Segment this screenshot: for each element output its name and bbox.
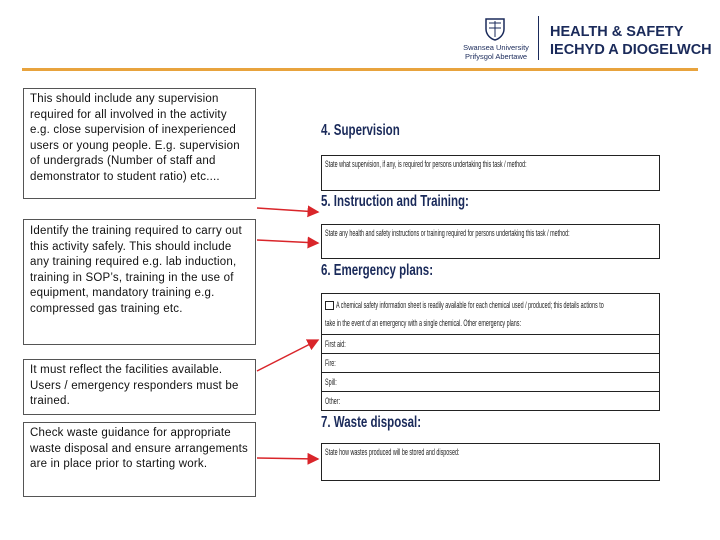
- row-label: Fire:: [325, 358, 336, 368]
- supervision-field[interactable]: [321, 155, 660, 191]
- university-name-en: Swansea University: [463, 43, 529, 52]
- arrow-emergency: [257, 340, 318, 371]
- other-field[interactable]: [322, 391, 659, 410]
- section-6-title: 6. Emergency plans:: [321, 262, 434, 279]
- note-training: Identify the training required to carry out this activity safely. This should include any training required e.g. lab induction, training in SOP’s, training in the use of equipment, mandatory training e.g. compressed gas training etc.: [23, 219, 256, 345]
- emergency-table: [321, 293, 660, 411]
- training-prompt: State any health and safety instructions or training required for persons undertaking this task / method:: [325, 228, 570, 238]
- note-emergency: It must reflect the facilities available. Users / emergency responders must be trained.: [23, 359, 256, 415]
- emergency-line-1: A chemical safety information sheet is readily available for each chemical used / produced; this details actions to: [336, 300, 604, 310]
- emergency-line-2: take in the event of an emergency with a single chemical. Other emergency plans:: [325, 318, 522, 328]
- note-supervision: This should include any supervision required for all involved in the activity e.g. close supervision of inexperienced users or young people. E.g. supervision of undergrads (Number of staff and demonstrator to student ratio) etc....: [23, 88, 256, 199]
- row-label: First aid:: [325, 339, 346, 349]
- arrow-supervision: [257, 208, 318, 212]
- section-5-title: 5. Instruction and Training:: [321, 193, 469, 210]
- training-field[interactable]: [321, 224, 660, 259]
- university-name-cy: Prifysgol Abertawe: [464, 52, 528, 61]
- waste-field[interactable]: [321, 443, 660, 481]
- fire-field[interactable]: [322, 353, 659, 372]
- row-label: Spill:: [325, 377, 337, 387]
- title-en: HEALTH & SAFETY: [550, 24, 684, 40]
- arrow-waste: [257, 458, 318, 459]
- arrow-training: [257, 240, 318, 243]
- chemical-sheet-checkbox[interactable]: [325, 301, 334, 310]
- row-label: Other:: [325, 396, 341, 406]
- section-4-title: 4. Supervision: [321, 122, 400, 139]
- note-waste: Check waste guidance for appropriate waste disposal and ensure arrangements are in place prior to starting work.: [23, 422, 256, 497]
- waste-prompt: State how wastes produced will be stored and disposed:: [325, 447, 460, 457]
- title-cy: IECHYD A DIOGELWCH: [550, 42, 712, 58]
- section-7-title: 7. Waste disposal:: [321, 414, 422, 431]
- spill-field[interactable]: [322, 372, 659, 391]
- first-aid-field[interactable]: [322, 334, 659, 353]
- supervision-prompt: State what supervision, if any, is required for persons undertaking this task / method:: [325, 159, 527, 169]
